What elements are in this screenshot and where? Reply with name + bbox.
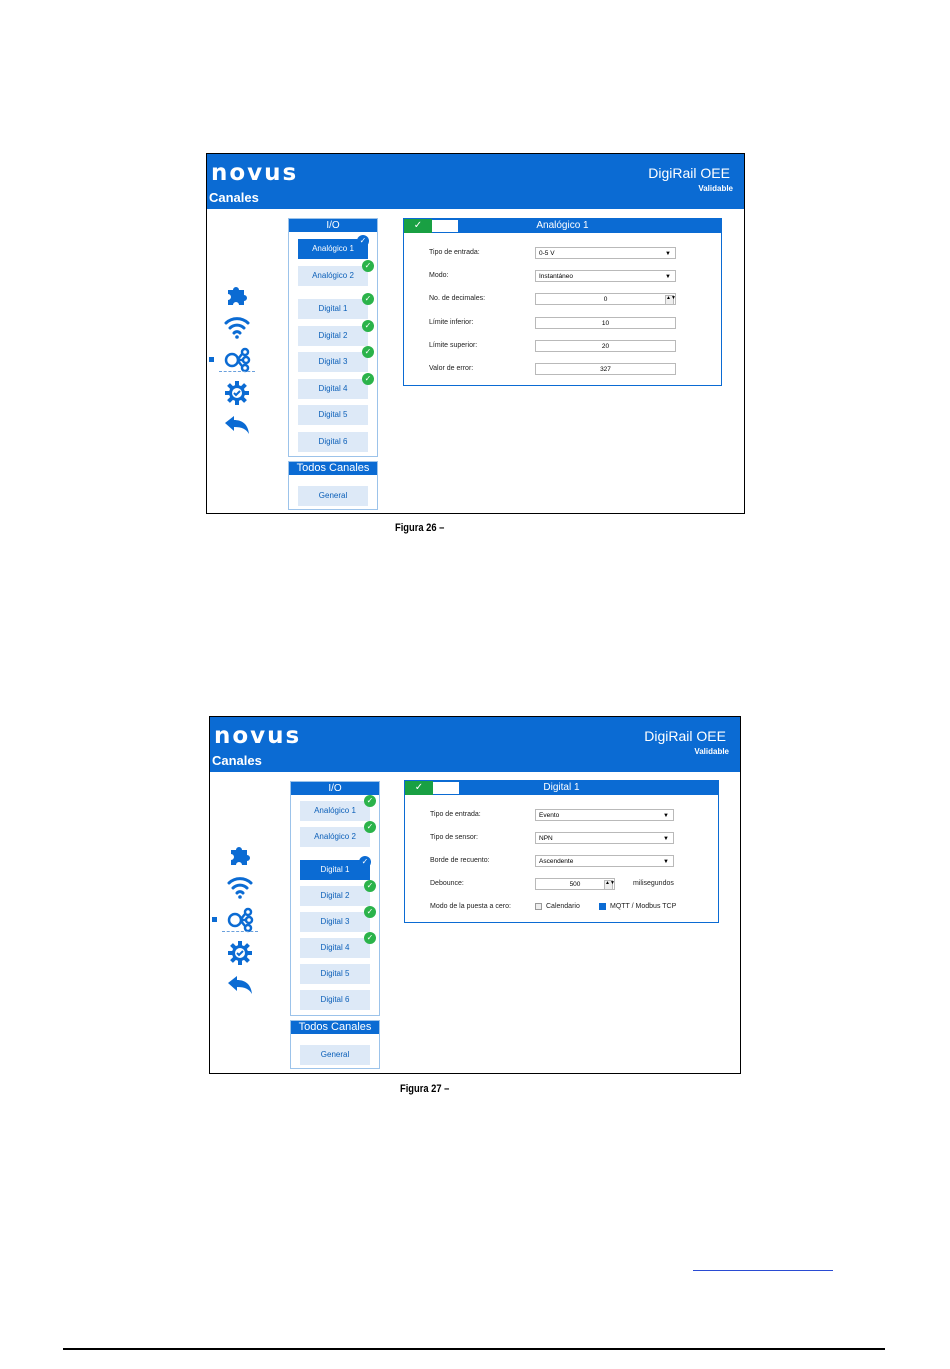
app-header (210, 717, 740, 772)
channel-button[interactable] (300, 907, 374, 932)
field-label: Tipo de entrada: (430, 811, 481, 818)
select-field[interactable] (535, 809, 674, 821)
spin-field[interactable] (535, 878, 615, 890)
check-icon: ✓ (362, 320, 374, 332)
io-title: I/O (289, 219, 377, 232)
channel-form (403, 218, 722, 386)
field-label: Debounce: (430, 880, 464, 887)
field-label: Tipo de sensor: (430, 834, 478, 841)
radio-label: Calendario (546, 903, 580, 910)
check-icon: ✓ (364, 795, 376, 807)
channel-button[interactable] (300, 822, 374, 847)
spin-field[interactable] (535, 293, 676, 305)
channel-label: Digital 1 (318, 304, 348, 313)
channels-icon[interactable] (219, 347, 255, 373)
channel-button[interactable] (300, 857, 370, 880)
check-icon: ✓ (359, 856, 371, 868)
channel-button[interactable] (300, 990, 370, 1010)
check-icon: ✓ (364, 932, 376, 944)
channel-button[interactable] (300, 964, 370, 984)
select-value: NPN (539, 835, 553, 842)
radio-label: MQTT / Modbus TCP (610, 903, 677, 910)
check-icon: ✓ (364, 880, 376, 892)
channel-label: Analógico 1 (314, 806, 356, 815)
field-value: 327 (600, 366, 611, 373)
select-value: Instantáneo (539, 273, 573, 281)
all-channels-title: Todos Canales (289, 462, 377, 475)
channel-button[interactable] (300, 881, 374, 906)
chevron-down-icon: ▼ (665, 251, 671, 257)
status-label: Validable (698, 184, 733, 193)
channel-label: Digital 5 (318, 410, 348, 419)
channel-button[interactable] (300, 796, 374, 821)
channel-label: Analógico 2 (312, 270, 354, 280)
back-arrow-icon[interactable] (222, 973, 258, 999)
channel-label: Digital 2 (318, 330, 348, 340)
number-field[interactable] (535, 363, 676, 375)
check-icon: ✓ (362, 373, 374, 385)
channel-label: Digital 4 (320, 943, 350, 952)
validate-button[interactable]: ✓ (404, 219, 432, 233)
channel-label: Digital 4 (318, 383, 348, 393)
form-header (404, 219, 721, 233)
field-label: Borde de recuento: (430, 857, 490, 864)
channel-button[interactable] (298, 432, 368, 452)
active-underline (219, 371, 255, 372)
select-field[interactable] (535, 855, 674, 867)
app-title: DigiRail OEE (648, 165, 730, 181)
channel-label: Digital 2 (320, 891, 350, 900)
spinner-icon[interactable]: ▲▼ (665, 295, 674, 305)
active-indicator (209, 357, 214, 362)
field-label: Modo de la puesta a cero: (430, 903, 511, 910)
general-button[interactable]: General (300, 1045, 370, 1065)
channel-button[interactable] (298, 373, 372, 399)
puzzle-icon[interactable] (222, 841, 258, 867)
check-icon: ✓ (362, 346, 374, 358)
channel-label: Analógico 2 (314, 832, 356, 841)
channel-button[interactable] (298, 260, 372, 286)
channel-label: Analógico 1 (312, 244, 354, 253)
figure-caption: Figura 26 – (395, 522, 445, 534)
channel-label: Digital 1 (320, 865, 350, 874)
channel-button[interactable] (298, 294, 372, 319)
channel-label: Digital 3 (318, 357, 348, 366)
channels-icon[interactable] (222, 907, 258, 933)
app-title: DigiRail OEE (644, 728, 726, 744)
back-arrow-icon[interactable] (219, 413, 255, 439)
chevron-down-icon: ▼ (663, 813, 669, 819)
figure-26-screenshot (206, 153, 745, 514)
field-label: Modo: (429, 272, 449, 280)
channel-button[interactable] (298, 347, 372, 372)
field-label: Tipo de entrada: (429, 249, 480, 256)
novus-logo: novus (214, 723, 302, 749)
general-button[interactable]: General (298, 486, 368, 506)
validate-button[interactable]: ✓ (405, 781, 433, 795)
cancel-box[interactable] (433, 782, 459, 794)
check-icon: ✓ (364, 906, 376, 918)
chevron-down-icon: ▼ (663, 859, 669, 865)
figure-27-screenshot (209, 716, 741, 1074)
all-channels-panel (290, 1020, 380, 1069)
field-value: 20 (601, 342, 610, 350)
field-label: Límite inferior: (429, 318, 474, 326)
unit-label: milisegundos (633, 880, 674, 887)
io-panel (290, 781, 380, 1016)
channel-form (404, 780, 719, 923)
radio-option[interactable] (599, 903, 606, 910)
select-value: Evento (539, 812, 560, 819)
field-value: 0 (603, 296, 608, 304)
io-title: I/O (291, 782, 379, 795)
channel-label: Digital 3 (320, 917, 350, 926)
select-value: Ascendente (539, 858, 574, 865)
chevron-down-icon: ▼ (663, 836, 669, 842)
field-label: Límite superior: (429, 341, 478, 349)
all-channels-title: Todos Canales (291, 1021, 379, 1034)
figure-caption: Figura 27 – (400, 1083, 450, 1095)
footer-rule (63, 1348, 885, 1350)
gear-check-icon[interactable] (222, 940, 258, 966)
chevron-down-icon: ▼ (665, 274, 671, 281)
active-indicator (212, 917, 217, 922)
field-label: Valor de error: (429, 365, 474, 372)
channel-button[interactable] (298, 236, 368, 259)
channel-button[interactable] (300, 933, 374, 958)
channel-button[interactable] (298, 320, 372, 346)
puzzle-icon[interactable] (219, 281, 255, 307)
gear-check-icon[interactable] (219, 380, 255, 406)
field-label: No. de decimales: (429, 295, 486, 303)
check-icon: ✓ (362, 293, 374, 305)
channel-label: Digital 6 (320, 995, 350, 1004)
spinner-icon[interactable]: ▲▼ (604, 880, 613, 890)
select-field[interactable] (535, 832, 674, 844)
form-header (405, 781, 718, 795)
active-underline (222, 931, 258, 932)
check-icon: ✓ (357, 235, 369, 247)
status-label: Validable (694, 747, 729, 756)
channel-label: Digital 6 (318, 436, 348, 446)
wifi-icon[interactable] (222, 874, 258, 900)
number-field[interactable] (535, 340, 676, 352)
app-header (207, 154, 744, 209)
link-underline[interactable] (693, 1270, 833, 1271)
number-field[interactable] (535, 317, 676, 329)
wifi-icon[interactable] (219, 314, 255, 340)
section-title: Canales (212, 753, 262, 768)
check-icon: ✓ (362, 260, 374, 272)
field-value: 10 (601, 319, 610, 327)
select-field[interactable] (535, 270, 676, 282)
radio-option[interactable] (535, 903, 542, 910)
field-value: 500 (569, 881, 581, 888)
section-title: Canales (209, 190, 259, 205)
form-title: Digital 1 (543, 782, 580, 793)
all-channels-panel (288, 461, 378, 510)
select-value: 0-5 V (539, 250, 555, 257)
novus-logo: novus (211, 160, 299, 186)
cancel-box[interactable] (432, 220, 458, 232)
channel-button[interactable] (298, 405, 368, 425)
form-title: Analógico 1 (536, 220, 589, 231)
select-field[interactable] (535, 247, 676, 259)
channel-label: Digital 5 (320, 969, 350, 978)
check-icon: ✓ (364, 821, 376, 833)
io-panel (288, 218, 378, 457)
